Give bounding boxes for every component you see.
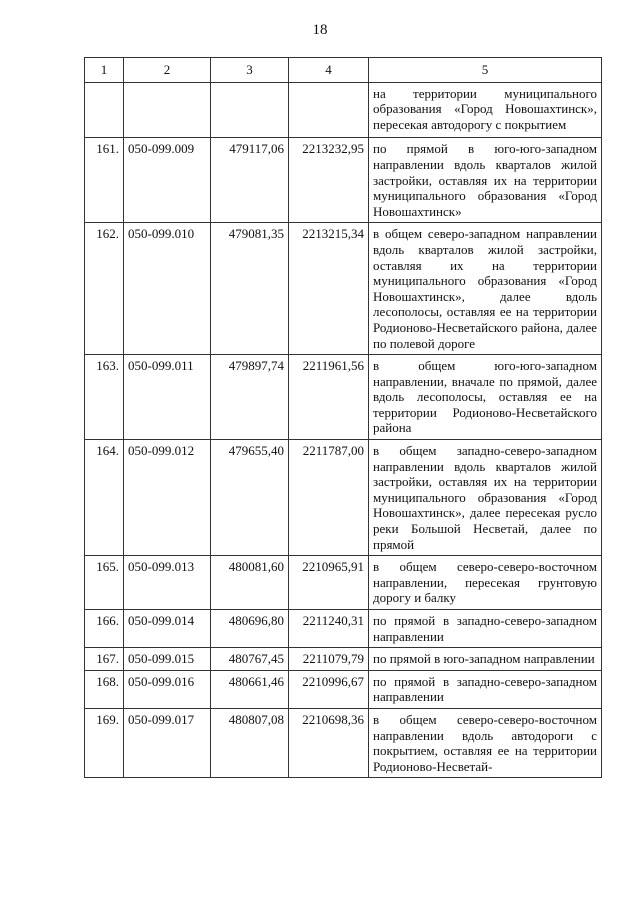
point-number: 167. (85, 648, 124, 671)
point-code: 050-099.017 (124, 708, 211, 777)
point-code: 050-099.011 (124, 355, 211, 440)
table-row (85, 440, 602, 556)
boundary-description: по прямой в западно-северо-западном направлении (369, 670, 602, 708)
column-header: 2 (124, 58, 211, 83)
point-code: 050-099.013 (124, 556, 211, 610)
continuation-description: на территории муниципального образования «Город Новошахтинск», пересекая автодорогу с покрытием (369, 82, 602, 138)
table-row (85, 138, 602, 223)
boundary-description: по прямой в юго-юго-западном направлении вдоль кварталов жилой застройки, оставляя их на территории муниципального образования «Город Новошахтинск» (369, 138, 602, 223)
point-code: 050-099.010 (124, 223, 211, 355)
table-row (85, 610, 602, 648)
boundary-description: в общем северо-северо-восточном направлении, пересекая грунтовую дорогу и балку (369, 556, 602, 610)
boundary-description: в общем северо-северо-восточном направлении вдоль автодороги с покрытием, оставляя ее на территории Родионово-Несветай- (369, 708, 602, 777)
table-row (85, 355, 602, 440)
coordinate-y: 2213215,34 (289, 223, 369, 355)
column-header: 4 (289, 58, 369, 83)
coordinate-y: 2210698,36 (289, 708, 369, 777)
table-row (85, 708, 602, 777)
coordinate-x: 480767,45 (211, 648, 289, 671)
coordinate-y: 2211787,00 (289, 440, 369, 556)
coordinate-y: 2211240,31 (289, 610, 369, 648)
point-code: 050-099.014 (124, 610, 211, 648)
coordinate-x: 480081,60 (211, 556, 289, 610)
point-code: 050-099.016 (124, 670, 211, 708)
table-row (85, 670, 602, 708)
point-code: 050-099.012 (124, 440, 211, 556)
coordinate-x: 480661,46 (211, 670, 289, 708)
point-number: 165. (85, 556, 124, 610)
coordinate-y: 2211079,79 (289, 648, 369, 671)
column-header: 5 (369, 58, 602, 83)
coordinate-y: 2210965,91 (289, 556, 369, 610)
point-number: 162. (85, 223, 124, 355)
coordinate-y: 2211961,56 (289, 355, 369, 440)
boundary-description: по прямой в юго-западном направлении (369, 648, 602, 671)
continuation-row (85, 82, 602, 138)
table-header-row (85, 58, 602, 83)
point-number: 163. (85, 355, 124, 440)
coordinate-x: 479117,06 (211, 138, 289, 223)
column-header: 1 (85, 58, 124, 83)
boundary-description: в общем юго-юго-западном направлении, вначале по прямой, далее вдоль лесополосы, оставляя ее на территории Родионово-Несветайского района (369, 355, 602, 440)
table-row (85, 223, 602, 355)
boundary-description: в общем западно-северо-западном направлении вдоль кварталов жилой застройки, оставляя их на территории муниципального образования «Город Новошахтинск», далее пересекая русло реки Большой Несветай, далее по прямой (369, 440, 602, 556)
table-row (85, 556, 602, 610)
coordinate-y: 2210996,67 (289, 670, 369, 708)
table-row (85, 648, 602, 671)
point-number: 166. (85, 610, 124, 648)
coordinate-x: 480807,08 (211, 708, 289, 777)
coordinate-x: 479655,40 (211, 440, 289, 556)
point-number: 169. (85, 708, 124, 777)
point-number: 161. (85, 138, 124, 223)
point-number: 164. (85, 440, 124, 556)
page-number: 18 (312, 22, 328, 38)
boundary-description: по прямой в западно-северо-западном направлении (369, 610, 602, 648)
boundary-description: в общем северо-западном направлении вдоль кварталов жилой застройки, оставляя их на территории муниципального образования «Город Новошахтинск», далее вдоль лесополосы, оставляя ее на территории Родионово-Несветайского района, далее по полевой дороге (369, 223, 602, 355)
column-header: 3 (211, 58, 289, 83)
coordinate-x: 479081,35 (211, 223, 289, 355)
coordinate-x: 480696,80 (211, 610, 289, 648)
boundary-points-table (84, 57, 602, 778)
point-code: 050-099.015 (124, 648, 211, 671)
point-code: 050-099.009 (124, 138, 211, 223)
point-number: 168. (85, 670, 124, 708)
coordinate-y: 2213232,95 (289, 138, 369, 223)
coordinate-x: 479897,74 (211, 355, 289, 440)
